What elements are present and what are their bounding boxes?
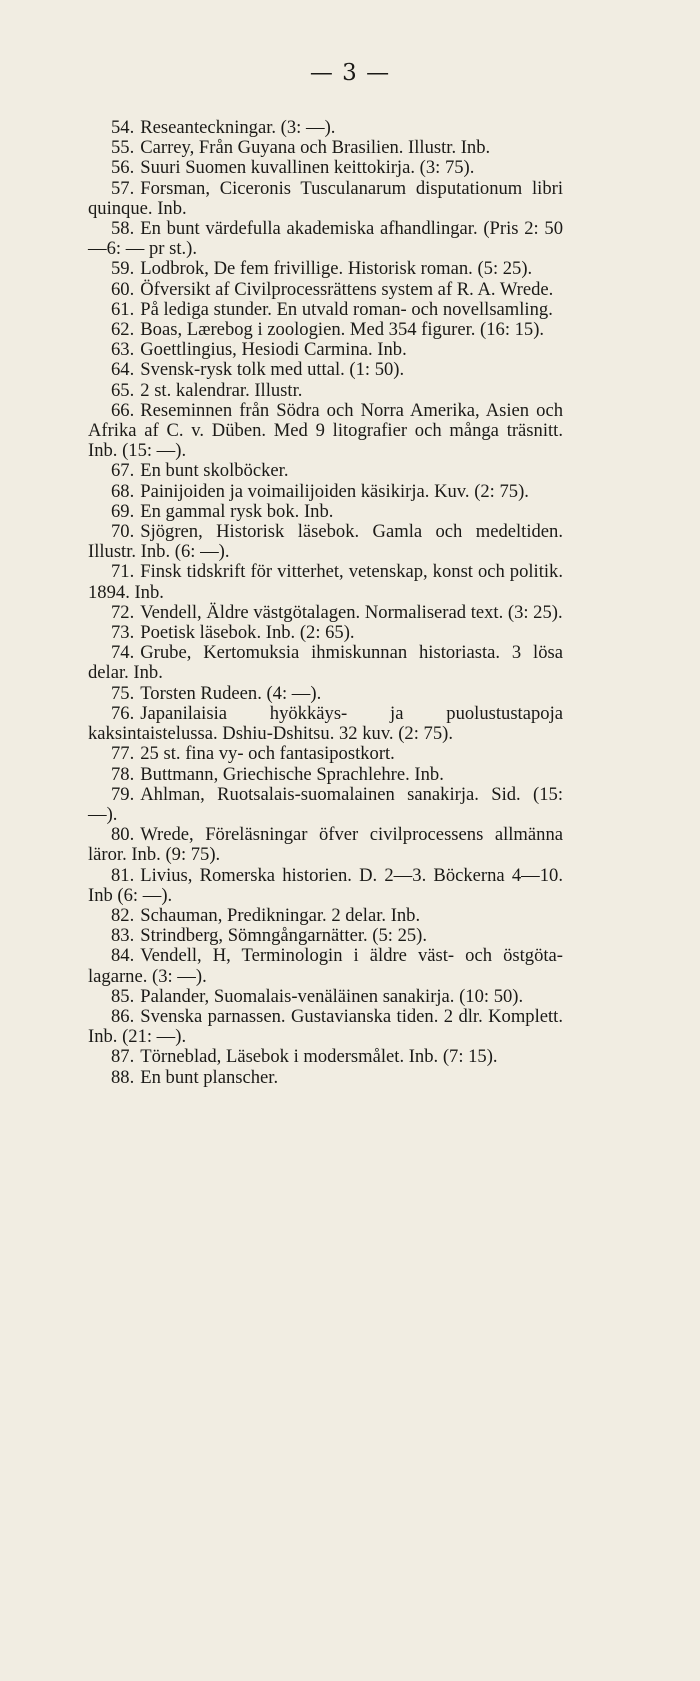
entry-text: Painijoiden ja voimailijoiden käsikirja. Kuv. (2: 75). — [140, 480, 529, 502]
list-item — [88, 866, 563, 906]
list-item — [88, 360, 563, 380]
entry-number: 71. — [111, 561, 135, 583]
entry-number: 63. — [111, 339, 135, 361]
entry-number: 75. — [111, 682, 135, 704]
entry-text: Japanilaisia hyökkäys- ja puolustustapoja kaksintaistelussa. Dshiu-Dshitsu. 32 kuv. (2: 75). — [88, 702, 563, 745]
entry-text: Reseminnen från Södra och Norra Amerika, Asien och Afrika af C. v. Düben. Med 9 litografier och många träsnitt. Inb. (15: —). — [88, 399, 563, 462]
entry-number: 79. — [111, 783, 135, 805]
entry-text: En bunt värdefulla akademiska afhandlingar. (Pris 2: 50—6: — pr st.). — [88, 218, 563, 260]
list-item — [88, 259, 563, 279]
list-item — [88, 1047, 563, 1067]
entry-text: Buttmann, Griechische Sprachlehre. Inb. — [140, 763, 444, 785]
list-item — [88, 340, 563, 360]
list-item — [88, 825, 563, 865]
entry-number: 76. — [111, 702, 135, 724]
list-item — [88, 401, 563, 462]
entry-number: 62. — [111, 319, 135, 341]
list-item — [88, 158, 563, 178]
list-item — [88, 482, 563, 502]
entry-number: 70. — [111, 521, 135, 543]
entry-number: 54. — [111, 117, 135, 138]
entry-text: Palander, Suomalais-venäläinen sanakirja. (10: 50). — [140, 985, 524, 1007]
entry-number: 78. — [111, 763, 135, 785]
entry-number: 59. — [111, 258, 135, 280]
entry-text: En bunt skolböcker. — [140, 460, 289, 482]
list-item — [88, 946, 563, 986]
entry-number: 88. — [111, 1066, 135, 1088]
entry-text: Svenska parnassen. Gustavianska tiden. 2 dlr. Komplett. Inb. (21: —). — [88, 1005, 563, 1048]
entry-number: 87. — [111, 1046, 135, 1068]
entry-number: 60. — [111, 278, 135, 300]
entry-text: Livius, Romerska historien. D. 2—3. Böckerna 4—10. Inb (6: —). — [88, 864, 563, 906]
entry-number: 86. — [111, 1005, 135, 1027]
list-item — [88, 623, 563, 643]
entry-number: 74. — [111, 642, 135, 664]
list-item — [88, 765, 563, 785]
entry-text: Goettlingius, Hesiodi Carmina. Inb. — [140, 339, 407, 361]
entry-number: 81. — [111, 864, 135, 886]
entry-text: Lodbrok, De fem frivillige. Historisk roman. (5: 25). — [140, 258, 533, 280]
entry-number: 85. — [111, 985, 135, 1007]
entry-number: 67. — [111, 460, 135, 482]
list-item — [88, 684, 563, 704]
list-item — [88, 744, 563, 764]
list-item — [88, 603, 563, 623]
list-item — [88, 643, 563, 683]
entry-text: 25 st. fina vy- och fantasipostkort. — [140, 743, 395, 765]
entry-text: Torsten Rudeen. (4: —). — [140, 682, 322, 704]
entry-number: 66. — [111, 399, 135, 421]
entry-text: En gammal rysk bok. Inb. — [140, 500, 334, 522]
entry-number: 58. — [111, 218, 135, 240]
list-item — [88, 219, 563, 259]
entry-number: 68. — [111, 480, 135, 502]
list-item — [88, 785, 563, 825]
list-item — [88, 906, 563, 926]
entry-text: Vendell, Äldre västgötalagen. Normaliserad text. (3: 25). — [140, 601, 563, 623]
entry-number: 80. — [111, 824, 135, 846]
entry-text: Poetisk läsebok. Inb. (2: 65). — [140, 622, 355, 644]
list-item — [88, 926, 563, 946]
entry-text: Grube, Kertomuksia ihmiskunnan historiasta. 3 lösa delar. Inb. — [88, 642, 563, 684]
list-item — [88, 522, 563, 562]
list-item — [88, 138, 563, 158]
entry-number: 56. — [111, 157, 135, 179]
entry-text: Suuri Suomen kuvallinen keittokirja. (3: 75). — [140, 157, 475, 179]
entry-number: 57. — [111, 177, 135, 199]
entry-text: En bunt planscher. — [140, 1066, 279, 1088]
entry-text: Schauman, Predikningar. 2 delar. Inb. — [140, 904, 421, 926]
entry-number: 83. — [111, 925, 135, 947]
list-item — [88, 1068, 563, 1088]
entry-list — [88, 118, 563, 1088]
entry-text: Boas, Lærebog i zoologien. Med 354 figurer. (16: 15). — [140, 319, 545, 341]
entry-text: Reseanteckningar. (3: —). — [140, 117, 336, 138]
entry-text: Vendell, H, Terminologin i äldre väst- och östgöta-lagarne. (3: —). — [88, 945, 563, 987]
entry-text: 2 st. kalendrar. Illustr. — [140, 379, 303, 401]
list-item — [88, 381, 563, 401]
entry-text: På lediga stunder. En utvald roman- och novellsamling. — [140, 298, 553, 320]
list-item — [88, 502, 563, 522]
list-item — [88, 987, 563, 1007]
entry-number: 55. — [111, 137, 135, 159]
list-item — [88, 320, 563, 340]
entry-number: 61. — [111, 298, 135, 320]
entry-text: Strindberg, Sömngångarnätter. (5: 25). — [140, 925, 428, 947]
list-item — [88, 1007, 563, 1047]
entry-text: Wrede, Föreläsningar öfver civilprocessens allmänna läror. Inb. (9: 75). — [88, 824, 563, 866]
list-item — [88, 280, 563, 300]
entry-text: Törneblad, Läsebok i modersmålet. Inb. (7: 15). — [140, 1046, 498, 1068]
list-item — [88, 179, 563, 219]
entry-text: Forsman, Ciceronis Tusculanarum disputationum libri quinque. Inb. — [88, 177, 563, 219]
entry-number: 82. — [111, 904, 135, 926]
entry-number: 77. — [111, 743, 135, 765]
entry-number: 84. — [111, 945, 135, 967]
page-number: — 3 — — [309, 60, 391, 86]
list-item — [88, 562, 563, 602]
entry-text: Carrey, Från Guyana och Brasilien. Illustr. Inb. — [140, 137, 491, 159]
entry-text: Ahlman, Ruotsalais-suomalainen sanakirja. Sid. (15: —). — [88, 783, 563, 825]
list-item — [88, 704, 563, 744]
entry-number: 65. — [111, 379, 135, 401]
entry-text: Finsk tidskrift för vitterhet, vetenskap, konst och politik. 1894. Inb. — [88, 561, 563, 603]
entry-number: 73. — [111, 622, 135, 644]
entry-number: 64. — [111, 359, 135, 381]
entry-number: 69. — [111, 500, 135, 522]
list-item — [88, 461, 563, 481]
entry-text: Sjögren, Historisk läsebok. Gamla och medeltiden. Illustr. Inb. (6: —). — [88, 521, 563, 563]
list-item — [88, 118, 563, 138]
entry-text: Svensk-rysk tolk med uttal. (1: 50). — [140, 359, 405, 381]
entry-number: 72. — [111, 601, 135, 623]
entry-text: Öfversikt af Civilprocessrättens system af R. A. Wrede. — [140, 278, 554, 300]
list-item — [88, 300, 563, 320]
